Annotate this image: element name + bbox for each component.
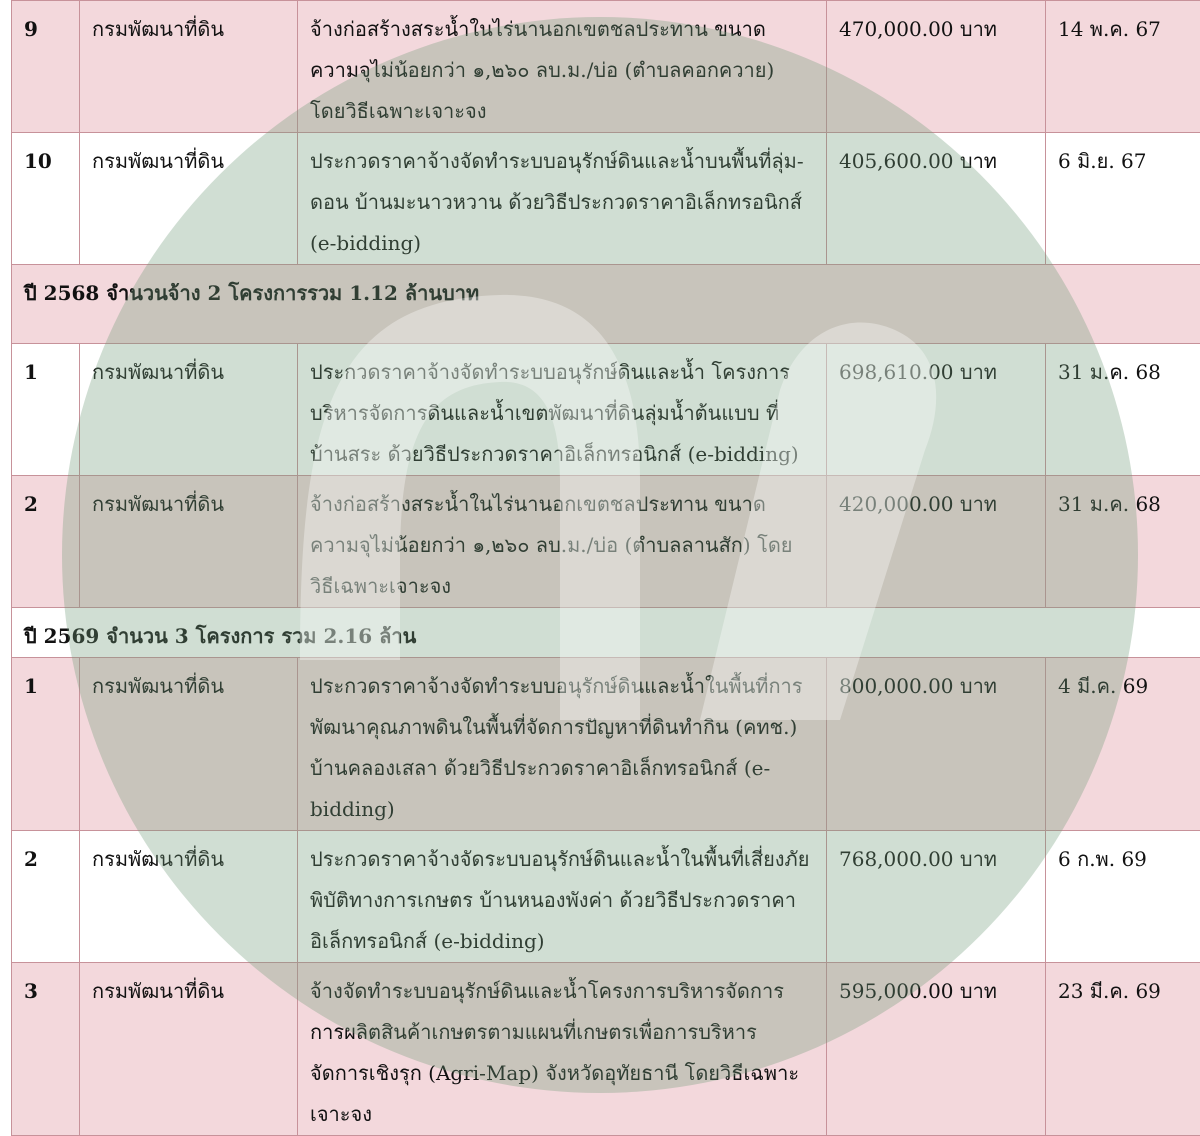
description-cell: ประกวดราคาจ้างจัดทำระบบอนุรักษ์ดินและน้ำในพื้นที่การพัฒนาคุณภาพดินในพื้นที่จัดการปัญหาที่ดินทำกิน (คทช.) บ้านคลองเสลา ด้วยวิธีประกวดราคาอิเล็กทรอนิกส์ (e-bidding) [298,658,827,831]
section-heading-2568: ปี 2568 จำนวนจ้าง 2 โครงการรวม 1.12 ล้านบาท [12,265,1200,344]
amount-cell: 768,000.00 บาท [827,831,1046,963]
agency-cell: กรมพัฒนาที่ดิน [80,476,298,608]
agency-cell: กรมพัฒนาที่ดิน [80,1,298,133]
date-cell: 31 ม.ค. 68 [1046,476,1200,608]
agency-cell: กรมพัฒนาที่ดิน [80,831,298,963]
description-cell: ประกวดราคาจ้างจัดทำระบบอนุรักษ์ดินและน้ำ โครงการบริหารจัดการดินและน้ำเขตพัฒนาที่ดินลุ่มน้ำต้นแบบ ที่บ้านสระ ด้วยวิธีประกวดราคาอิเล็กทรอนิกส์ (e-bidding) [298,344,827,476]
amount-cell: 698,610.00 บาท [827,344,1046,476]
description-cell: จ้างก่อสร้างสระน้ำในไร่นานอกเขตชลประทาน ขนาดความจุไม่น้อยกว่า ๑,๒๖๐ ลบ.ม./บ่อ (ตำบลลานสัก) โดยวิธีเฉพาะเจาะจง [298,476,827,608]
section-row-2569 [12,608,1200,658]
table-row [12,963,1200,1136]
amount-cell: 470,000.00 บาท [827,1,1046,133]
date-cell: 31 ม.ค. 68 [1046,344,1200,476]
agency-cell: กรมพัฒนาที่ดิน [80,344,298,476]
section-heading-2569: ปี 2569 จำนวน 3 โครงการ รวม 2.16 ล้าน [12,608,1200,658]
amount-cell: 800,000.00 บาท [827,658,1046,831]
date-cell: 4 มี.ค. 69 [1046,658,1200,831]
agency-cell: กรมพัฒนาที่ดิน [80,658,298,831]
amount-cell: 405,600.00 บาท [827,133,1046,265]
row-number: 9 [12,1,80,133]
row-number: 2 [12,476,80,608]
description-cell: จ้างจัดทำระบบอนุรักษ์ดินและน้ำโครงการบริหารจัดการการผลิตสินค้าเกษตรตามแผนที่เกษตรเพื่อการบริหารจัดการเชิงรุก (Agri-Map) จังหวัดอุทัยธานี โดยวิธีเฉพาะเจาะจง [298,963,827,1136]
row-number: 1 [12,344,80,476]
date-cell: 6 ก.พ. 69 [1046,831,1200,963]
table-row [12,658,1200,831]
date-cell: 6 มิ.ย. 67 [1046,133,1200,265]
row-number: 1 [12,658,80,831]
row-number: 2 [12,831,80,963]
description-cell: ประกวดราคาจ้างจัดทำระบบอนุรักษ์ดินและน้ำบนพื้นที่ลุ่ม-ดอน บ้านมะนาวหวาน ด้วยวิธีประกวดราคาอิเล็กทรอนิกส์ (e-bidding) [298,133,827,265]
date-cell: 23 มี.ค. 69 [1046,963,1200,1136]
agency-cell: กรมพัฒนาที่ดิน [80,963,298,1136]
amount-cell: 420,000.00 บาท [827,476,1046,608]
row-number: 10 [12,133,80,265]
table-row [12,476,1200,608]
row-number: 3 [12,963,80,1136]
date-cell: 14 พ.ค. 67 [1046,1,1200,133]
description-cell: ประกวดราคาจ้างจัดระบบอนุรักษ์ดินและน้ำในพื้นที่เสี่ยงภัยพิบัติทางการเกษตร บ้านหนองพังค่า ด้วยวิธีประกวดราคาอิเล็กทรอนิกส์ (e-bidding) [298,831,827,963]
table-row [12,133,1200,265]
table-row [12,1,1200,133]
table-row [12,344,1200,476]
description-cell: จ้างก่อสร้างสระน้ำในไร่นานอกเขตชลประทาน ขนาดความจุไม่น้อยกว่า ๑,๒๖๐ ลบ.ม./บ่อ (ตำบลคอกควาย) โดยวิธีเฉพาะเจาะจง [298,1,827,133]
amount-cell: 595,000.00 บาท [827,963,1046,1136]
section-row-2568 [12,265,1200,344]
agency-cell: กรมพัฒนาที่ดิน [80,133,298,265]
procurement-table [11,0,1200,1136]
table-row [12,831,1200,963]
